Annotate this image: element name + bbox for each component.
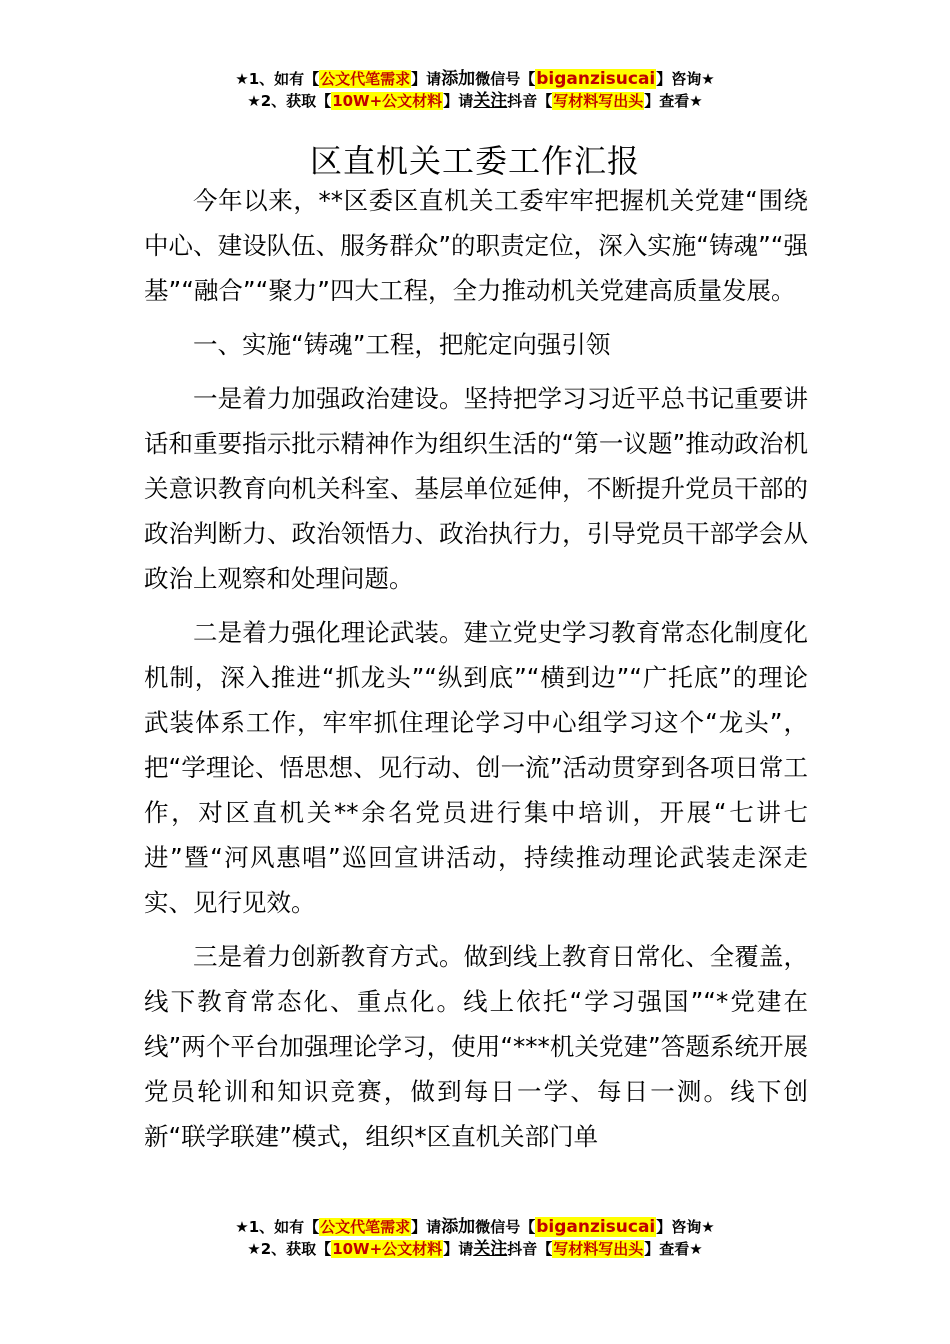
promo-text: 抖音【 xyxy=(507,1240,553,1258)
body-paragraph: 二是着力强化理论武装。建立党史学习教育常态化制度化机制，深入推进“抓龙头”“纵到底”“横到边”“广托底”的理论武装体系工作，牢牢抓住理论学习中心组学习这个“龙头”，把“学理论、悟思想、见行动、创一流”活动贯穿到各项日常工作，对区直机关**余名党员进行集中培训，开展“七讲七进”暨“河风惠唱”巡回宣讲活动，持续推动理论武装走深走实、见行见效。 xyxy=(144,618,808,917)
promo-text: 微信号【 xyxy=(475,1218,536,1236)
promo-line-1 xyxy=(0,68,950,90)
promo-line-1 xyxy=(0,1216,950,1238)
star-icon: ★ xyxy=(235,70,249,88)
star-icon: ★ xyxy=(235,1218,249,1236)
promo-highlight-service: 公文代笔需求 xyxy=(320,70,411,88)
star-icon: ★ xyxy=(701,70,715,88)
promo-text: 添加 xyxy=(441,69,476,89)
promo-text: 添加 xyxy=(441,1217,476,1237)
promo-banner-top xyxy=(0,68,950,112)
promo-line-2 xyxy=(0,90,950,112)
promo-banner-bottom xyxy=(0,1216,950,1260)
promo-text: 】请 xyxy=(443,1240,474,1258)
promo-text: 2、获取【 xyxy=(260,92,332,110)
body-paragraph: 三是着力创新教育方式。做到线上教育日常化、全覆盖，线下教育常态化、重点化。线上依托“学习强国”“*党建在线”两个平台加强理论学习，使用“***机关党建”答题系统开展党员轮训和知识竞赛，做到每日一学、每日一测。线下创新“联学联建”模式，组织*区直机关部门单 xyxy=(144,942,808,1151)
promo-text: 2、获取【 xyxy=(260,1240,332,1258)
promo-text: 】咨询 xyxy=(656,1218,702,1236)
promo-line-2 xyxy=(0,1238,950,1260)
section-heading: 一、实施“铸魂”工程，把舵定向强引领 xyxy=(193,330,611,359)
intro-paragraph: 今年以来，**区委区直机关工委牢牢把握机关党建“围绕中心、建设队伍、服务群众”的职责定位，深入实施“铸魂”“强基”“融合”“聚力”四大工程，全力推动机关党建高质量发展。 xyxy=(144,186,808,305)
promo-text: 抖音【 xyxy=(507,92,553,110)
promo-highlight-materials: 10W+公文材料 xyxy=(332,1240,443,1258)
promo-highlight-douyin: 写材料写出头 xyxy=(553,92,644,110)
promo-text: 微信号【 xyxy=(475,70,536,88)
promo-text: 】请 xyxy=(411,70,442,88)
promo-highlight-materials: 10W+公文材料 xyxy=(332,92,443,110)
promo-text: 】请 xyxy=(443,92,474,110)
star-icon: ★ xyxy=(701,1218,715,1236)
promo-highlight-service: 公文代笔需求 xyxy=(320,1218,411,1236)
star-icon: ★ xyxy=(689,1240,703,1258)
promo-text: 关注 xyxy=(473,91,508,111)
star-icon: ★ xyxy=(689,92,703,110)
promo-text: 】请 xyxy=(411,1218,442,1236)
promo-highlight-wechat: biganzisucai xyxy=(536,1217,656,1237)
star-icon: ★ xyxy=(247,1240,261,1258)
body-paragraph: 一是着力加强政治建设。坚持把学习习近平总书记重要讲话和重要指示批示精神作为组织生活的“第一议题”推动政治机关意识教育向机关科室、基层单位延伸，不断提升党员干部的政治判断力、政治领悟力、政治执行力，引导党员干部学会从政治上观察和处理问题。 xyxy=(144,384,808,593)
promo-text: 1、如有【 xyxy=(248,1218,320,1236)
document-body xyxy=(144,178,808,1168)
star-icon: ★ xyxy=(247,92,261,110)
document-title: 区直机关工委工作汇报 xyxy=(309,142,640,181)
promo-text: 】查看 xyxy=(644,1240,690,1258)
promo-text: 关注 xyxy=(473,1239,508,1259)
promo-text: 1、如有【 xyxy=(248,70,320,88)
promo-highlight-douyin: 写材料写出头 xyxy=(553,1240,644,1258)
promo-text: 】查看 xyxy=(644,92,690,110)
promo-text: 】咨询 xyxy=(656,70,702,88)
promo-highlight-wechat: biganzisucai xyxy=(536,69,656,89)
